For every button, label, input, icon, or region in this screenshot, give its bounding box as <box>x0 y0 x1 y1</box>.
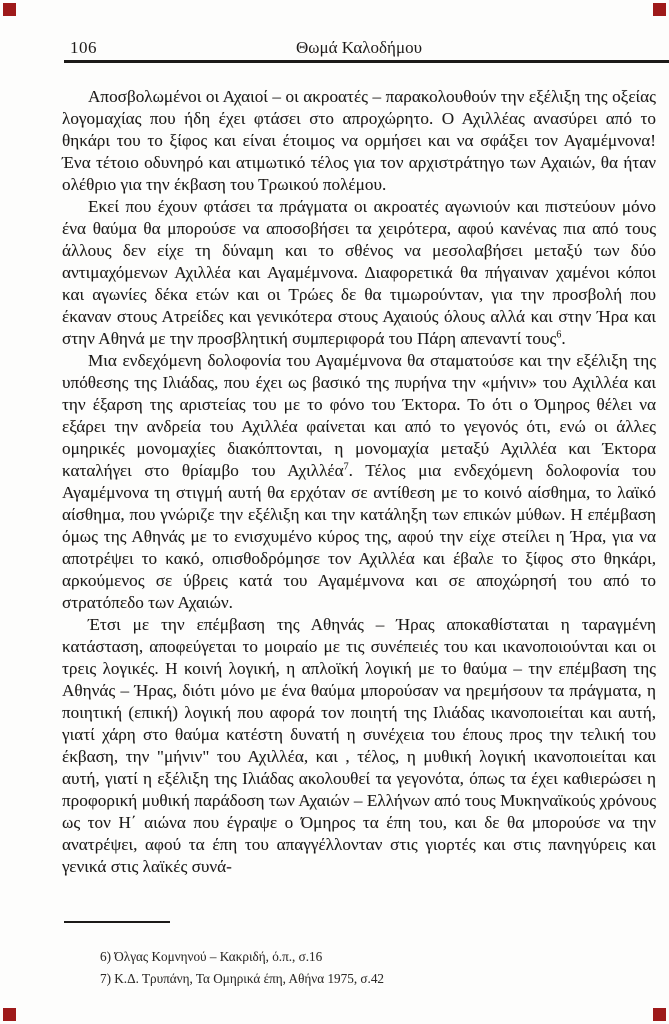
footnote-reference: 7 <box>343 461 349 473</box>
footnote-item: 6) Όλγας Κομνηνού – Κακριδή, ό.π., σ.16 <box>100 949 323 964</box>
corner-mark-top-right <box>653 3 666 16</box>
paragraph: Μια ενδεχόμενη δολοφονία του Αγαμέμνονα θα σταματούσε και την εξέλιξη της υπόθεσης της Ιλιάδας, που έχει ως βασικό της πυρήνα την «μήνιν» του Αχιλλέα και την έξαρση της αριστείας του με το φόνο του Έκτορα. Το ότι ο Όμηρος θέλει να εξάρει την ανδρεία του Αχιλλέα φαίνεται και από το γεγονός ότι, ενώ οι άλλες ομηρικές μονομαχίες διακόπτονται, η μονομαχία μεταξύ Αχιλλέα και Έκτορα καταλήγει στο θρίαμβο του Αχιλλέα$^7$. Τέλος μια ενδεχόμενη δολοφονία του Αγαμέμνονα τη στιγμή αυτή θα ερχόταν σε αντίθεση με το κοινό αίσθημα, το λαϊκό αίσθημα, που γνώριζε την εξέλιξη και την κατάληξη των επικών μύθων. Η επέμβαση όμως της Αθηνάς με το ενισχυμένο κύρος της, αφού την είχε στείλει η Ήρα, για να αποτρέψει το κακό, οπισθοδρόμησε τον Αχιλλέα και έβαλε το ξίφος στο θηκάρι, αρκούμενος σε ύβρεις κατά του Αγαμέμνονα και σε αποχώρησή του από το στρατόπεδο των Αχαιών. <box>62 351 656 612</box>
running-head-author: Θωμά Καλοδήμου <box>296 38 422 57</box>
paragraph: Έτσι με την επέμβαση της Αθηνάς – Ήρας αποκαθίσταται η ταραγμένη κατάσταση, αποφεύγεται το μοιραίο με τις συνέπειές του και ικανοποιούνται και οι τρεις λογικές. Η κοινή λογική, η απλοϊκή λογική με το θαύμα – την επέμβαση της Αθηνάς – Ήρας, διότι μόνο με ένα θαύμα μπορούσαν να ηρεμήσουν τα πράγματα, η ποιητική (επική) λογική που αφορά τον ποιητή της Ιλιάδας ικανοποιείται και αυτή, γιατί χάρη στο θαύμα κατέστη δυνατή η συνέχεια του έπους προς την τελική του έκβαση, την "μήνιν" του Αχιλλέα, και , τέλος, η μυθική λογική ικανοποιείται και αυτή, γιατί η εξέλιξη της Ιλιάδας ακολουθεί τα γεγονότα, όπως τα έχει καθιερώσει η προφορική μυθική παράδοση των Αχαιών – Ελλήνων από τους Μυκηναϊκούς χρόνους ως τον Η΄ αιώνα που έγραψε ο Όμηρος τα έπη του, και δε θα μπορούσε να την ανατρέψει, αφού τα έπη του απαγγέλλονταν στις γιορτές και στις πανηγύρεις και γενικά στις λαϊκές συνά- <box>62 615 656 876</box>
page-number: 106 <box>70 38 97 57</box>
paragraph: Εκεί που έχουν φτάσει τα πράγματα οι ακροατές αγωνιούν και πιστεύουν μόνο ένα θαύμα θα μπορούσε να αποσοβήσει τα χειρότερα, αφού κανένας πια από τους άλλους δεν είχε τη δύναμη και το σθένος να μεσολαβήσει μεταξύ των δύο αντιμαχόμενων Αχιλλέα και Αγαμέμνονα. Διαφορετικά θα πήγαιναν χαμένοι κόποι και αγωνίες δέκα ετών και οι Τρώες δε θα τιμωρούνταν, για την προσβολή που έκαναν στους Ατρείδες και γενικότερα στους Αχαιούς όλους αλλά και στην Ήρα και στην Αθηνά με την προσβλητική συμπεριφορά του Πάρη απεναντί τους$^6$. <box>62 197 656 348</box>
footnote-item: 7) Κ.Δ. Τρυπάνη, Τα Ομηρικά έπη, Αθήνα 1975, σ.42 <box>100 971 385 986</box>
footnote-rule <box>64 921 170 923</box>
footnotes <box>100 946 629 990</box>
header-rule <box>64 60 669 63</box>
paragraph: Αποσβολωμένοι οι Αχαιοί – οι ακροατές – παρακολουθούν την εξέλιξη της οξείας λογομαχίας που ήδη έχει φτάσει στο απροχώρητο. Ο Αχιλλέας ανασύρει από το θηκάρι του το ξίφος και είναι έτοιμος να ορμήσει και να σφάξει τον Αγαμέμνονα! Ένα τέτοιο οδυνηρό και ατιμωτικό τέλος για τον αρχιστράτηγο των Αχαιών, θα ήταν ολέθριο για την έκβαση του Τρωικού πολέμου. <box>62 87 656 194</box>
corner-mark-bottom-right <box>653 1008 666 1021</box>
corner-mark-bottom-left <box>3 1008 16 1021</box>
footnote-reference: 6 <box>556 329 562 341</box>
corner-mark-top-left <box>3 3 16 16</box>
body-text <box>62 86 656 878</box>
